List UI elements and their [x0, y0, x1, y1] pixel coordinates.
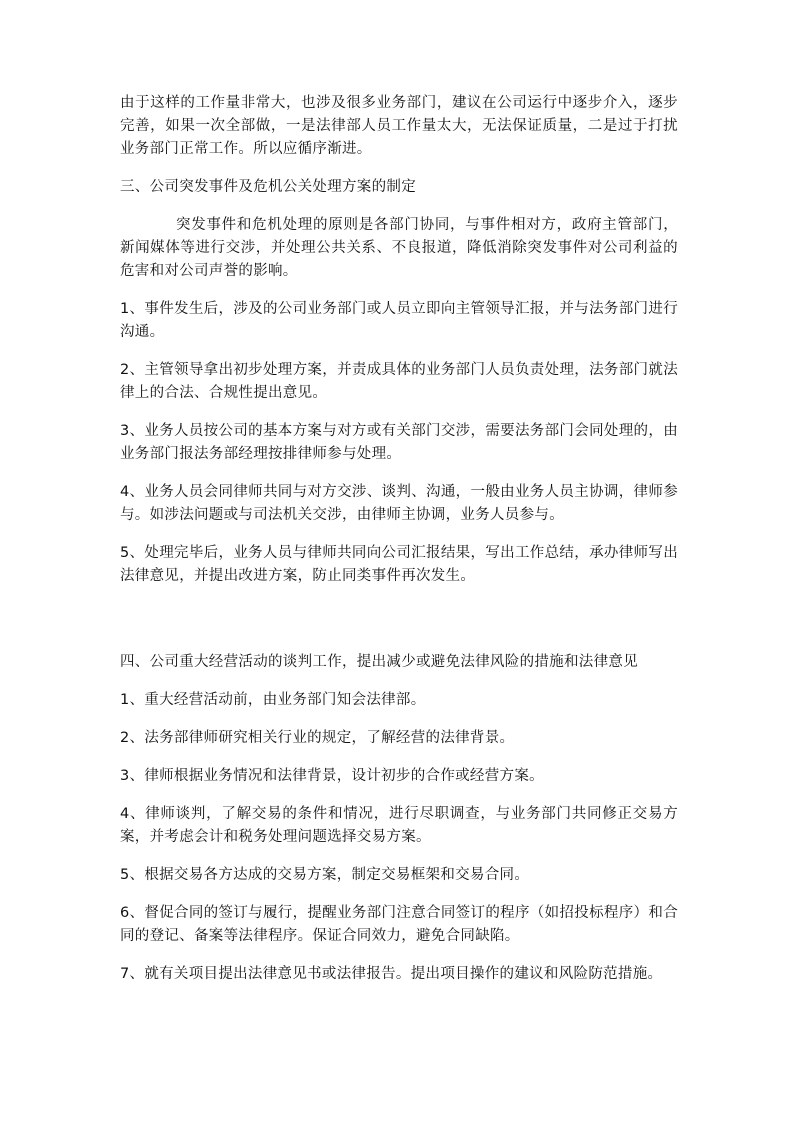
- list-item: 1、重大经营活动前，由业务部门知会法律部。: [120, 692, 426, 708]
- document-page: [120, 92, 678, 1001]
- list-item: 5、根据交易各方达成的交易方案，制定交易框架和交易合同。: [120, 867, 530, 883]
- list-item: 6、督促合同的签订与履行，提醒业务部门注意合同签订的程序（如招投标程序）和合同的登记、备案等法律程序。保证合同效力，避免合同缺陷。: [120, 905, 678, 944]
- paragraph-intro: 由于这样的工作量非常大，也涉及很多业务部门，建议在公司运行中逐步介入，逐步完善，如果一次全部做，一是法律部人员工作量太大，无法保证质量，二是过于打扰业务部门正常工作。所以应循序渐进。: [120, 95, 678, 157]
- section-heading-4: 四、公司重大经营活动的谈判工作，提出减少或避免法律风险的措施和法律意见: [120, 654, 638, 670]
- section-spacer: [120, 603, 678, 651]
- list-item: 4、业务人员会同律师共同与对方交涉、谈判、沟通，一般由业务人员主协调，律师参与。如涉法问题或与司法机关交涉，由律师主协调，业务人员参与。: [120, 484, 678, 523]
- paragraph-principle: 突发事件和危机处理的原则是各部门协同，与事件相对方，政府主管部门，新闻媒体等进行交涉，并处理公共关系、不良报道，降低消除突发事件对公司利益的危害和对公司声誉的影响。: [120, 217, 678, 279]
- list-item: 2、法务部律师研究相关行业的规定，了解经营的法律背景。: [120, 730, 515, 746]
- list-item: 1、事件发生后，涉及的公司业务部门或人员立即向主管领导汇报，并与法务部门进行沟通。: [120, 301, 678, 340]
- list-item: 2、主管领导拿出初步处理方案，并责成具体的业务部门人员负责处理，法务部门就法律上的合法、合规性提出意见。: [120, 362, 678, 401]
- list-item: 7、就有关项目提出法律意见书或法律报告。提出项目操作的建议和风险防范措施。: [120, 966, 663, 982]
- section-heading-3: 三、公司突发事件及危机公关处理方案的制定: [120, 179, 416, 195]
- list-item: 3、业务人员按公司的基本方案与对方或有关部门交涉，需要法务部门会同处理的，由业务部门报法务部经理按排律师参与处理。: [120, 423, 678, 462]
- list-item: 4、律师谈判，了解交易的条件和情况，进行尽职调查，与业务部门共同修正交易方案，并考虑会计和税务处理问题选择交易方案。: [120, 806, 678, 845]
- list-item: 3、律师根据业务情况和法律背景，设计初步的合作或经营方案。: [120, 768, 544, 784]
- list-item: 5、处理完毕后，业务人员与律师共同向公司汇报结果，写出工作总结，承办律师写出法律意见，并提出改进方案，防止同类事件再次发生。: [120, 545, 678, 584]
